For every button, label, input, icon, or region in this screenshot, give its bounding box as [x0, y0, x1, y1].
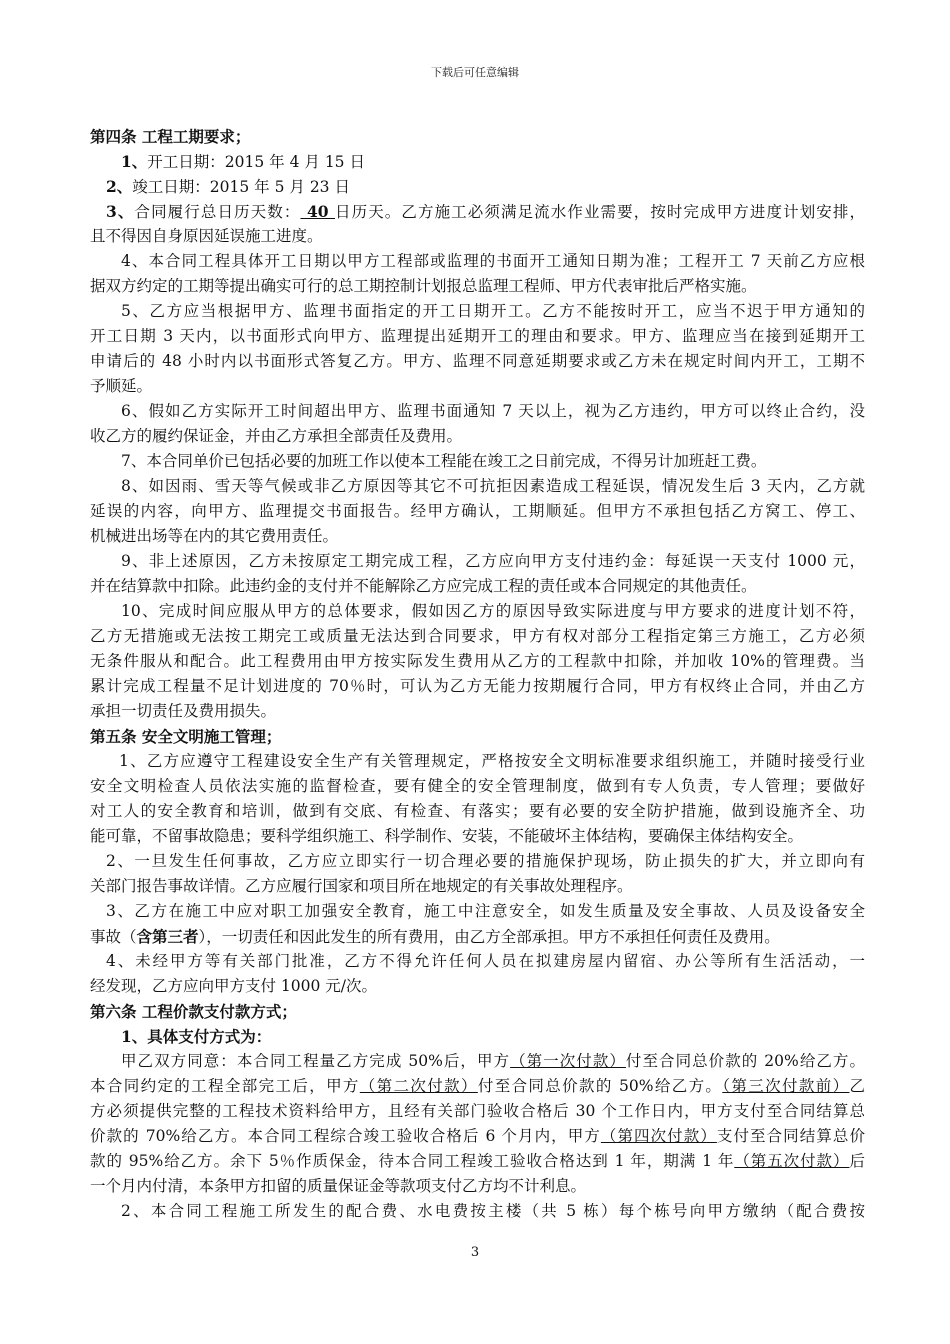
text-run: 付至合同总价款的 50%给乙方。 — [477, 1077, 723, 1095]
text-line — [90, 224, 865, 249]
text-run: 1、 — [121, 152, 148, 171]
text-line — [90, 449, 865, 474]
text-run: 对工人的安全教育和培训，做到有交底、有检查、有落实；要有必要的安全防护措施，做到设施齐全、功 — [90, 802, 865, 820]
text-run: 9、非上述原因，乙方未按原定工期完成工程，乙方应向甲方支付违约金：每延误一天支付 1000 元， — [121, 552, 865, 570]
text-line — [90, 624, 865, 649]
text-run: 5、乙方应当根据甲方、监理书面指定的开工日期开工。乙方不能按时开工，应当不迟于甲方通知的 — [121, 302, 865, 320]
text-run: （第二次付款） — [359, 1077, 478, 1095]
text-run: 延误的内容，向甲方、监理提交书面报告。经甲方确认，工期顺延。但甲方不承担包括乙方窝工、停工、 — [90, 502, 865, 520]
text-run: 7、本合同单价已包括必要的加班工作以使本工程能在竣工之日前完成，不得另计加班赶工费。 — [121, 452, 767, 470]
text-run: 3、 — [106, 202, 135, 221]
text-line — [90, 849, 865, 874]
text-line — [90, 574, 865, 599]
text-line — [90, 924, 865, 949]
page-header: 下载后可任意编辑 — [431, 66, 519, 79]
text-run: 收乙方的履约保证金，并由乙方承担全部责任及费用。 — [90, 427, 463, 445]
text-run: ），一切责任和因此发生的所有费用，由乙方全部承担。甲方不承担任何责任及费用。 — [198, 928, 780, 946]
text-run: 第五条 安全文明施工管理； — [90, 727, 282, 746]
text-line — [90, 249, 865, 274]
text-line — [90, 649, 865, 674]
text-line — [90, 674, 865, 699]
text-line — [90, 1124, 865, 1149]
text-run: 乙 — [849, 1077, 865, 1095]
text-run: 10、完成时间应服从甲方的总体要求，假如因乙方的原因导致实际进度与甲方要求的进度计划不符， — [121, 602, 865, 620]
text-run: 合同履行总日历天数： — [134, 203, 301, 221]
text-run: 事故（ — [90, 928, 137, 946]
text-run: 1、具体支付方式为： — [121, 1027, 272, 1046]
text-run: 予顺延。 — [90, 377, 153, 395]
text-run: 第六条 工程价款支付款方式； — [90, 1002, 297, 1021]
text-run: 3、乙方在施工中应对职工加强安全教育，施工中注意安全，如发生质量及安全事故、人员及设备安全 — [106, 902, 865, 920]
text-run: 安全文明检查人员依法实施的监督检查，要有健全的安全管理制度，做到有专人负责，专人管理；要做好 — [90, 777, 865, 795]
text-line — [90, 824, 865, 849]
text-run: 申请后的 48 小时内以书面形式答复乙方。甲方、监理不同意延期要求或乙方未在规定时间内开工，工期不 — [90, 352, 865, 370]
text-line — [90, 499, 865, 524]
text-line — [90, 1149, 865, 1174]
text-line — [90, 799, 865, 824]
text-line — [90, 349, 865, 374]
text-run: 价款的 70%给乙方。本合同工程综合竣工验收合格后 6 个月内，甲方 — [90, 1127, 601, 1145]
text-run: 6、假如乙方实际开工时间超出甲方、监理书面通知 7 天以上，视为乙方违约，甲方可以终止合约，没 — [121, 402, 865, 420]
text-run: 本合同约定的工程全部完工后，甲方 — [90, 1077, 360, 1095]
text-run: 支付至合同结算总价 — [716, 1127, 865, 1145]
text-run: 2、 — [106, 177, 133, 196]
text-run: 2、本合同工程施工所发生的配合费、水电费按主楼（共 5 栋）每个栋号向甲方缴纳（配合费按 — [121, 1202, 865, 1220]
text-run: 4、本合同工程具体开工日期以甲方工程部或监理的书面开工通知日期为准；工程开工 7 天前乙方应根 — [121, 252, 865, 270]
text-line — [90, 1024, 865, 1049]
text-line — [90, 374, 865, 399]
text-run: 竣工日期：2015 年 5 月 23 日 — [132, 178, 350, 196]
text-line — [90, 174, 865, 199]
text-line — [90, 424, 865, 449]
page-number: 3 — [470, 1245, 480, 1260]
text-line — [90, 974, 865, 999]
text-run: 累计完成工程量不足计划进度的 70％时，可认为乙方无能力按期履行合同，甲方有权终止合同，并由乙方 — [90, 677, 865, 695]
text-run: 一个月内付清，本条甲方扣留的质量保证金等款项支付乙方均不计利息。 — [90, 1177, 587, 1195]
text-run: 乙方无措施或无法按工期完工或质量无法达到合同要求，甲方有权对部分工程指定第三方施工，乙方必须 — [90, 627, 865, 645]
text-line — [90, 399, 865, 424]
text-run: 关部门报告事故详情。乙方应履行国家和项目所在地规定的有关事故处理程序。 — [90, 877, 633, 895]
text-line — [90, 874, 865, 899]
text-line — [90, 1074, 865, 1099]
text-line — [90, 774, 865, 799]
text-run: 机械进出场等在内的其它费用责任。 — [90, 527, 339, 545]
text-run: 第四条 工程工期要求； — [90, 127, 251, 146]
text-line — [90, 1099, 865, 1124]
text-line — [90, 599, 865, 624]
text-line — [90, 1174, 865, 1199]
text-line — [90, 299, 865, 324]
text-run: 据双方约定的工期等提出确实可行的总工期控制计划报总监理工程师、甲方代表审批后严格实施。 — [90, 277, 757, 295]
text-run: 经发现，乙方应向甲方支付 1000 元/次。 — [90, 977, 378, 995]
text-run: 日历天。乙方施工必须满足流水作业需要，按时完成甲方进度计划安排， — [335, 203, 865, 221]
section-heading — [90, 724, 865, 749]
text-run: （第五次付款） — [734, 1152, 850, 1170]
text-run: 付至合同总价款的 20%给乙方。 — [625, 1052, 865, 1070]
text-run: 能可靠，不留事故隐患；要科学组织施工、科学制作、安装，不能破坏主体结构，要确保主体结构安全。 — [90, 827, 804, 845]
text-line — [90, 899, 865, 924]
text-run: 并在结算款中扣除。此违约金的支付并不能解除乙方应完成工程的责任或本合同规定的其他责任。 — [90, 577, 757, 595]
text-run: 承担一切责任及费用损失。 — [90, 702, 277, 720]
text-line — [90, 149, 865, 174]
text-run: 且不得因自身原因延误施工进度。 — [90, 227, 323, 245]
text-run: （第四次付款） — [600, 1127, 717, 1145]
text-line — [90, 1049, 865, 1074]
text-run: （第一次付款） — [510, 1052, 626, 1070]
text-line — [90, 949, 865, 974]
text-line — [90, 699, 865, 724]
text-run: 款的 95%给乙方。余下 5％作质保金，待本合同工程竣工验收合格达到 1 年，期满 1 年 — [90, 1152, 735, 1170]
text-run: 1、乙方应遵守工程建设安全生产有关管理规定，严格按安全文明标准要求组织施工，并随时接受行业 — [119, 752, 865, 770]
contract-body — [90, 124, 865, 1224]
text-line — [90, 274, 865, 299]
text-line — [90, 749, 865, 774]
text-run: 开工日期 3 天内，以书面形式向甲方、监理提出延期开工的理由和要求。甲方、监理应当在接到延期开工 — [90, 327, 865, 345]
text-run: 8、如因雨、雪天等气候或非乙方原因等其它不可抗拒因素造成工程延误，情况发生后 3 天内，乙方就 — [121, 477, 865, 495]
section-heading — [90, 124, 865, 149]
text-run: 含第三者 — [136, 927, 199, 946]
text-run: 甲乙双方同意：本合同工程量乙方完成 50%后，甲方 — [121, 1052, 511, 1070]
text-run: 开工日期：2015 年 4 月 15 日 — [147, 153, 365, 171]
text-line — [90, 524, 865, 549]
text-run: （第三次付款前） — [722, 1077, 850, 1095]
section-heading — [90, 999, 865, 1024]
text-run: 2、一旦发生任何事故，乙方应立即实行一切合理必要的措施保护现场，防止损失的扩大，并立即向有 — [106, 852, 865, 870]
text-run: 无条件服从和配合。此工程费用由甲方按实际发生费用从乙方的工程款中扣除，并加收 10%的管理费。当 — [90, 652, 865, 670]
text-line — [90, 549, 865, 574]
text-line — [90, 1199, 865, 1224]
text-run: 40 — [300, 202, 336, 221]
text-run: 后 — [849, 1152, 865, 1170]
text-line — [90, 474, 865, 499]
text-run: 方必须提供完整的工程技术资料给甲方，且经有关部门验收合格后 30 个工作日内，甲方支付至合同结算总 — [90, 1102, 865, 1120]
text-line — [90, 324, 865, 349]
text-line — [90, 199, 865, 224]
text-run: 4、未经甲方等有关部门批准，乙方不得允许任何人员在拟建房屋内留宿、办公等所有生活活动，一 — [106, 952, 865, 970]
